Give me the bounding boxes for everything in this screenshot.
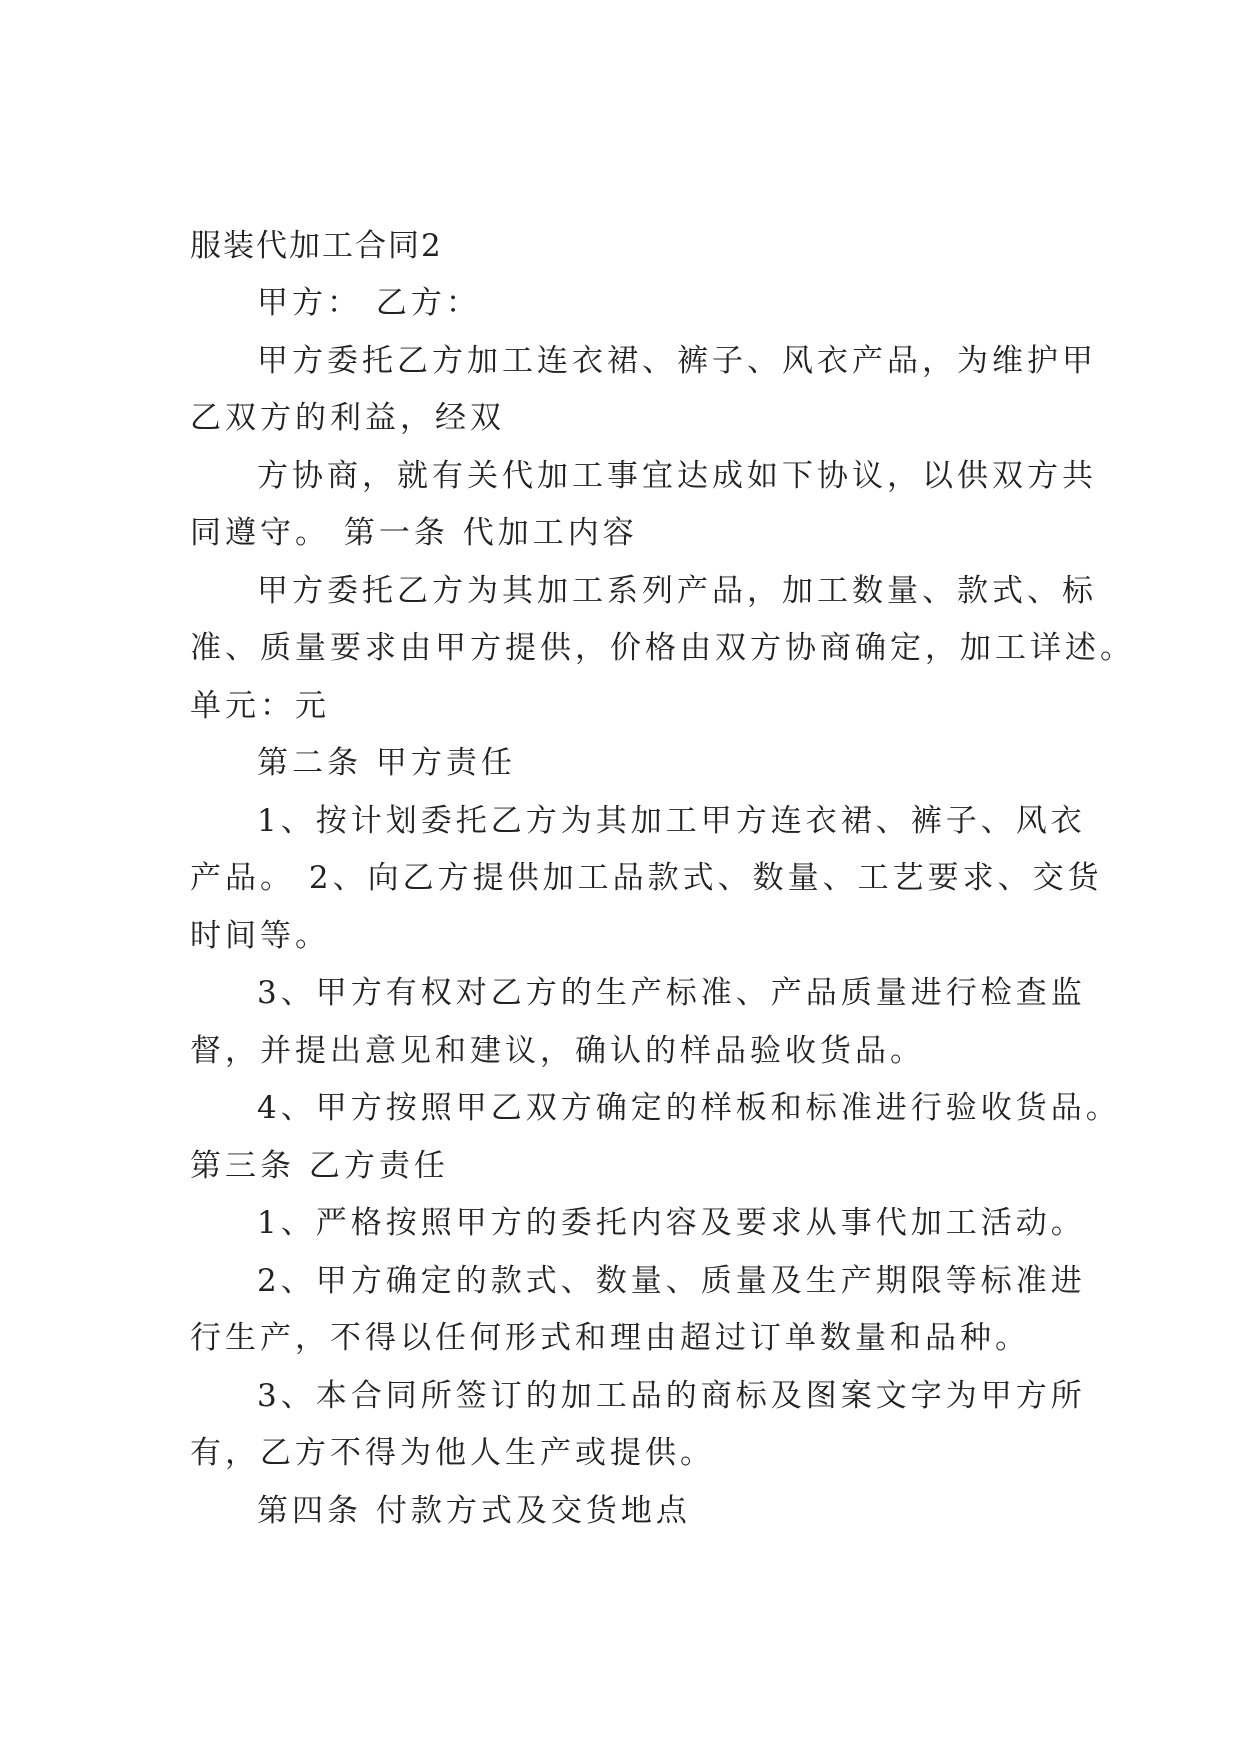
- paragraph-line: 行生产，不得以任何形式和理由超过订单数量和品种。: [190, 1320, 1030, 1356]
- document-title: 服装代加工合同2: [190, 228, 443, 264]
- article-heading: 第二条 甲方责任: [257, 745, 516, 781]
- article-heading: 第三条 乙方责任: [190, 1148, 449, 1184]
- paragraph-line: 时间等。: [190, 918, 330, 954]
- paragraph-line: 同遵守。 第一条 代加工内容: [190, 515, 638, 551]
- paragraph-line: 甲方委托乙方加工连衣裙、裤子、风衣产品，为维护甲: [257, 343, 1097, 379]
- paragraph-line: 产品。 2、向乙方提供加工品款式、数量、工艺要求、交货: [190, 860, 1103, 896]
- paragraph-line: 甲方委托乙方为其加工系列产品，加工数量、款式、标: [257, 573, 1097, 609]
- paragraph-line: 督，并提出意见和建议，确认的样品验收货品。: [190, 1033, 925, 1069]
- paragraph-line: 准、质量要求由甲方提供，价格由双方协商确定，加工详述。: [190, 630, 1135, 666]
- paragraph-line: 2、甲方确定的款式、数量、质量及生产期限等标准进: [257, 1263, 1086, 1299]
- paragraph-line: 1、严格按照甲方的委托内容及要求从事代加工活动。: [257, 1205, 1086, 1241]
- paragraph-line: 4、甲方按照甲乙双方确定的样板和标准进行验收货品。: [257, 1090, 1121, 1126]
- paragraph-line: 方协商，就有关代加工事宜达成如下协议，以供双方共: [257, 458, 1097, 494]
- paragraph-line: 有，乙方不得为他人生产或提供。: [190, 1435, 715, 1471]
- party-line: 甲方： 乙方：: [257, 285, 481, 321]
- paragraph-line: 单元：元: [190, 688, 330, 724]
- paragraph-line: 3、本合同所签订的加工品的商标及图案文字为甲方所: [257, 1378, 1086, 1414]
- paragraph-line: 1、按计划委托乙方为其加工甲方连衣裙、裤子、风衣: [257, 803, 1086, 839]
- paragraph-line: 3、甲方有权对乙方的生产标准、产品质量进行检查监: [257, 975, 1086, 1011]
- article-heading: 第四条 付款方式及交货地点: [257, 1493, 691, 1529]
- paragraph-line: 乙双方的利益，经双: [190, 400, 505, 436]
